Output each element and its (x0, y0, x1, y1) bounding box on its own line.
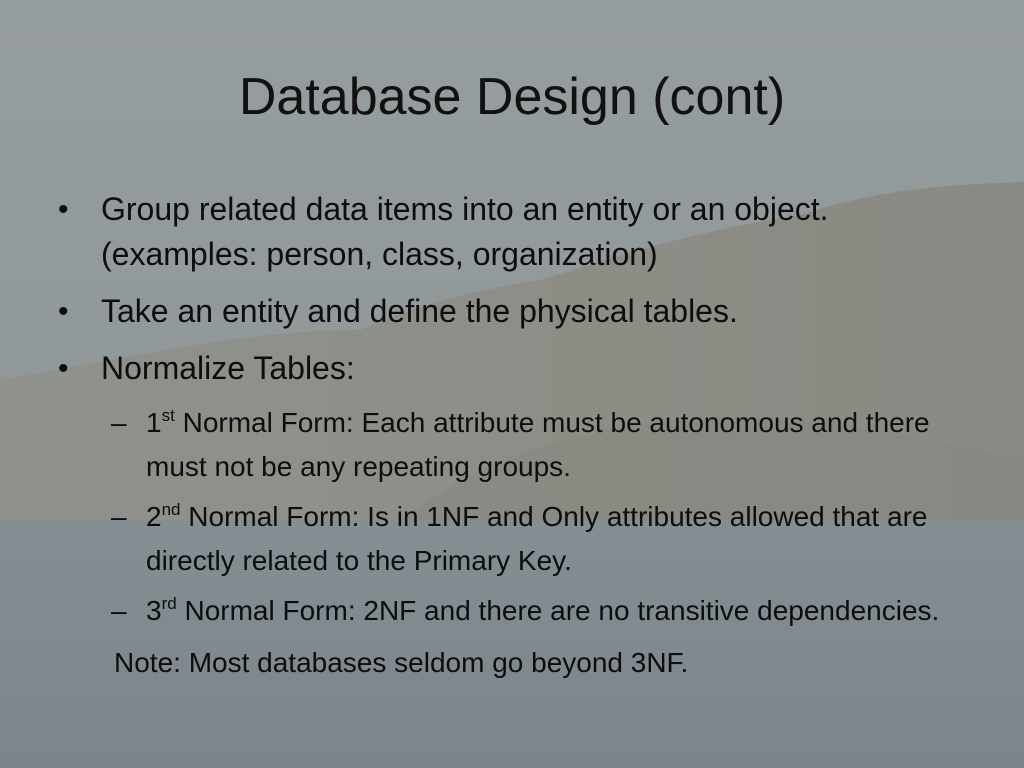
sub-bullet-item (111, 591, 976, 635)
sub-bullet-item (111, 497, 976, 581)
bullet-glyph: • (58, 352, 69, 385)
normal-form-ordinal: 3rd (146, 594, 177, 626)
bullet-glyph: • (58, 295, 69, 328)
slide-title: Database Design (cont) (238, 68, 786, 126)
sub-bullet-item (111, 403, 976, 487)
bullet-text: Normalize Tables: (101, 350, 355, 386)
normal-form-ordinal: 1st (146, 406, 175, 438)
note-text: Note: Most databases seldom go beyond 3NF. (114, 647, 689, 678)
bullet-glyph: • (58, 193, 69, 226)
bullet-text: Take an entity and define the physical tables. (101, 293, 738, 329)
sub-bullet-text: Normal Form: Each attribute must be autonomous and there must not be any repeating groups. (146, 407, 930, 482)
dash-glyph: – (111, 595, 127, 626)
sub-bullet-text: Normal Form: Is in 1NF and Only attributes allowed that are directly related to the Primary Key. (146, 501, 928, 576)
bullet-item (56, 289, 976, 334)
dash-glyph: – (111, 501, 127, 532)
sub-bullet-text: Normal Form: 2NF and there are no transitive dependencies. (176, 595, 940, 626)
dash-glyph: – (111, 407, 127, 438)
normal-form-ordinal: 2nd (146, 500, 181, 532)
bullet-item (56, 346, 976, 391)
slide-content (56, 187, 976, 683)
bullet-text: Group related data items into an entity or an object. (examples: person, class, organization) (101, 191, 829, 272)
bullet-item (56, 187, 976, 277)
